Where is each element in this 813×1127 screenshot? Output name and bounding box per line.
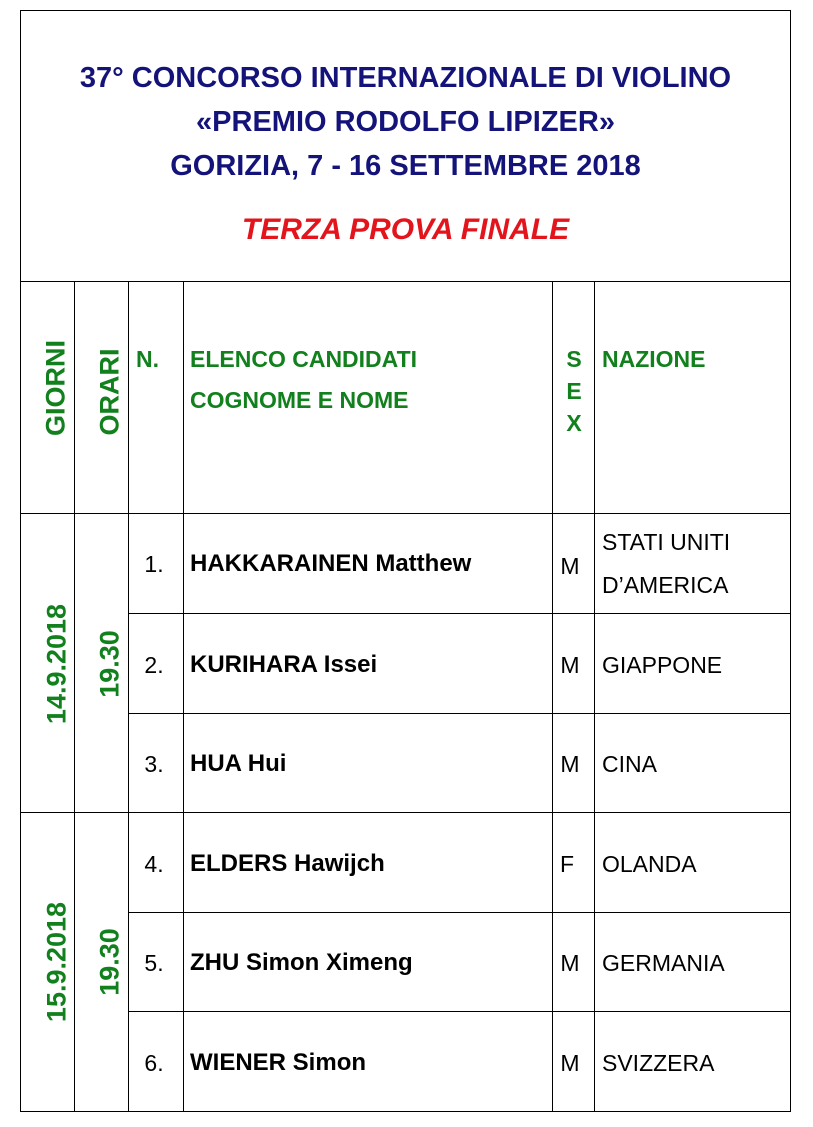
competition-title: 37° CONCORSO INTERNAZIONALE DI VIOLINO bbox=[79, 62, 732, 94]
candidate-name: HAKKARAINEN Matthew bbox=[190, 550, 472, 577]
group-divider bbox=[20, 812, 791, 813]
column-divider bbox=[183, 281, 184, 1111]
candidate-number: 6. bbox=[144, 1050, 164, 1076]
candidate-number: 1. bbox=[144, 551, 164, 577]
column-divider bbox=[552, 281, 553, 1111]
column-header-giorni: GIORNI bbox=[40, 339, 71, 437]
candidate-name: WIENER Simon bbox=[190, 1049, 367, 1076]
group-date: 15.9.2018 bbox=[41, 901, 72, 1023]
column-header-nation: NAZIONE bbox=[602, 346, 706, 372]
header-divider bbox=[20, 281, 791, 282]
candidate-nation: CINA bbox=[602, 751, 657, 777]
candidate-sex: M bbox=[560, 652, 580, 678]
group-time: 19.30 bbox=[94, 630, 125, 698]
candidate-name: ZHU Simon Ximeng bbox=[190, 949, 413, 976]
candidate-sex: M bbox=[560, 950, 580, 976]
candidate-nation-cont: D’AMERICA bbox=[602, 572, 729, 598]
location-dates: GORIZIA, 7 - 16 SETTEMBRE 2018 bbox=[170, 150, 641, 182]
group-time: 19.30 bbox=[94, 928, 125, 996]
row-divider bbox=[129, 1011, 791, 1012]
candidate-sex: M bbox=[560, 751, 580, 777]
row-divider bbox=[129, 713, 791, 714]
column-divider bbox=[74, 281, 75, 1111]
candidate-sex: M bbox=[560, 553, 580, 579]
document-header bbox=[20, 10, 791, 282]
candidate-name: KURIHARA Issei bbox=[190, 651, 378, 678]
candidate-number: 4. bbox=[144, 851, 164, 877]
column-header-orari: ORARI bbox=[94, 348, 125, 436]
row-divider bbox=[129, 912, 791, 913]
column-header-sex-letter: X bbox=[566, 410, 582, 436]
candidate-nation: GERMANIA bbox=[602, 950, 725, 976]
column-header-sex-letter: S bbox=[566, 346, 582, 372]
column-header-divider bbox=[20, 513, 791, 514]
candidate-nation: GIAPPONE bbox=[602, 652, 723, 678]
candidate-sex: M bbox=[560, 1050, 580, 1076]
candidate-sex: F bbox=[559, 851, 575, 877]
candidate-number: 3. bbox=[144, 751, 164, 777]
column-header-number: N. bbox=[136, 346, 159, 372]
prize-name: «PREMIO RODOLFO LIPIZER» bbox=[196, 106, 615, 138]
column-header-candidates: ELENCO CANDIDATI bbox=[190, 346, 418, 372]
candidate-number: 5. bbox=[144, 950, 164, 976]
column-divider bbox=[594, 281, 595, 1111]
column-header-sex-letter: E bbox=[566, 378, 582, 404]
candidate-nation: OLANDA bbox=[602, 851, 697, 877]
round-subtitle: TERZA PROVA FINALE bbox=[241, 213, 570, 246]
candidate-name: HUA Hui bbox=[190, 750, 287, 777]
candidate-name: ELDERS Hawijch bbox=[190, 850, 385, 877]
row-divider bbox=[129, 613, 791, 614]
column-divider bbox=[128, 281, 129, 1111]
group-date: 14.9.2018 bbox=[41, 603, 72, 725]
candidate-number: 2. bbox=[144, 652, 164, 678]
column-header-candidates-sub: COGNOME E NOME bbox=[190, 387, 409, 413]
candidate-nation: SVIZZERA bbox=[602, 1050, 715, 1076]
candidate-nation: STATI UNITI bbox=[602, 529, 731, 555]
